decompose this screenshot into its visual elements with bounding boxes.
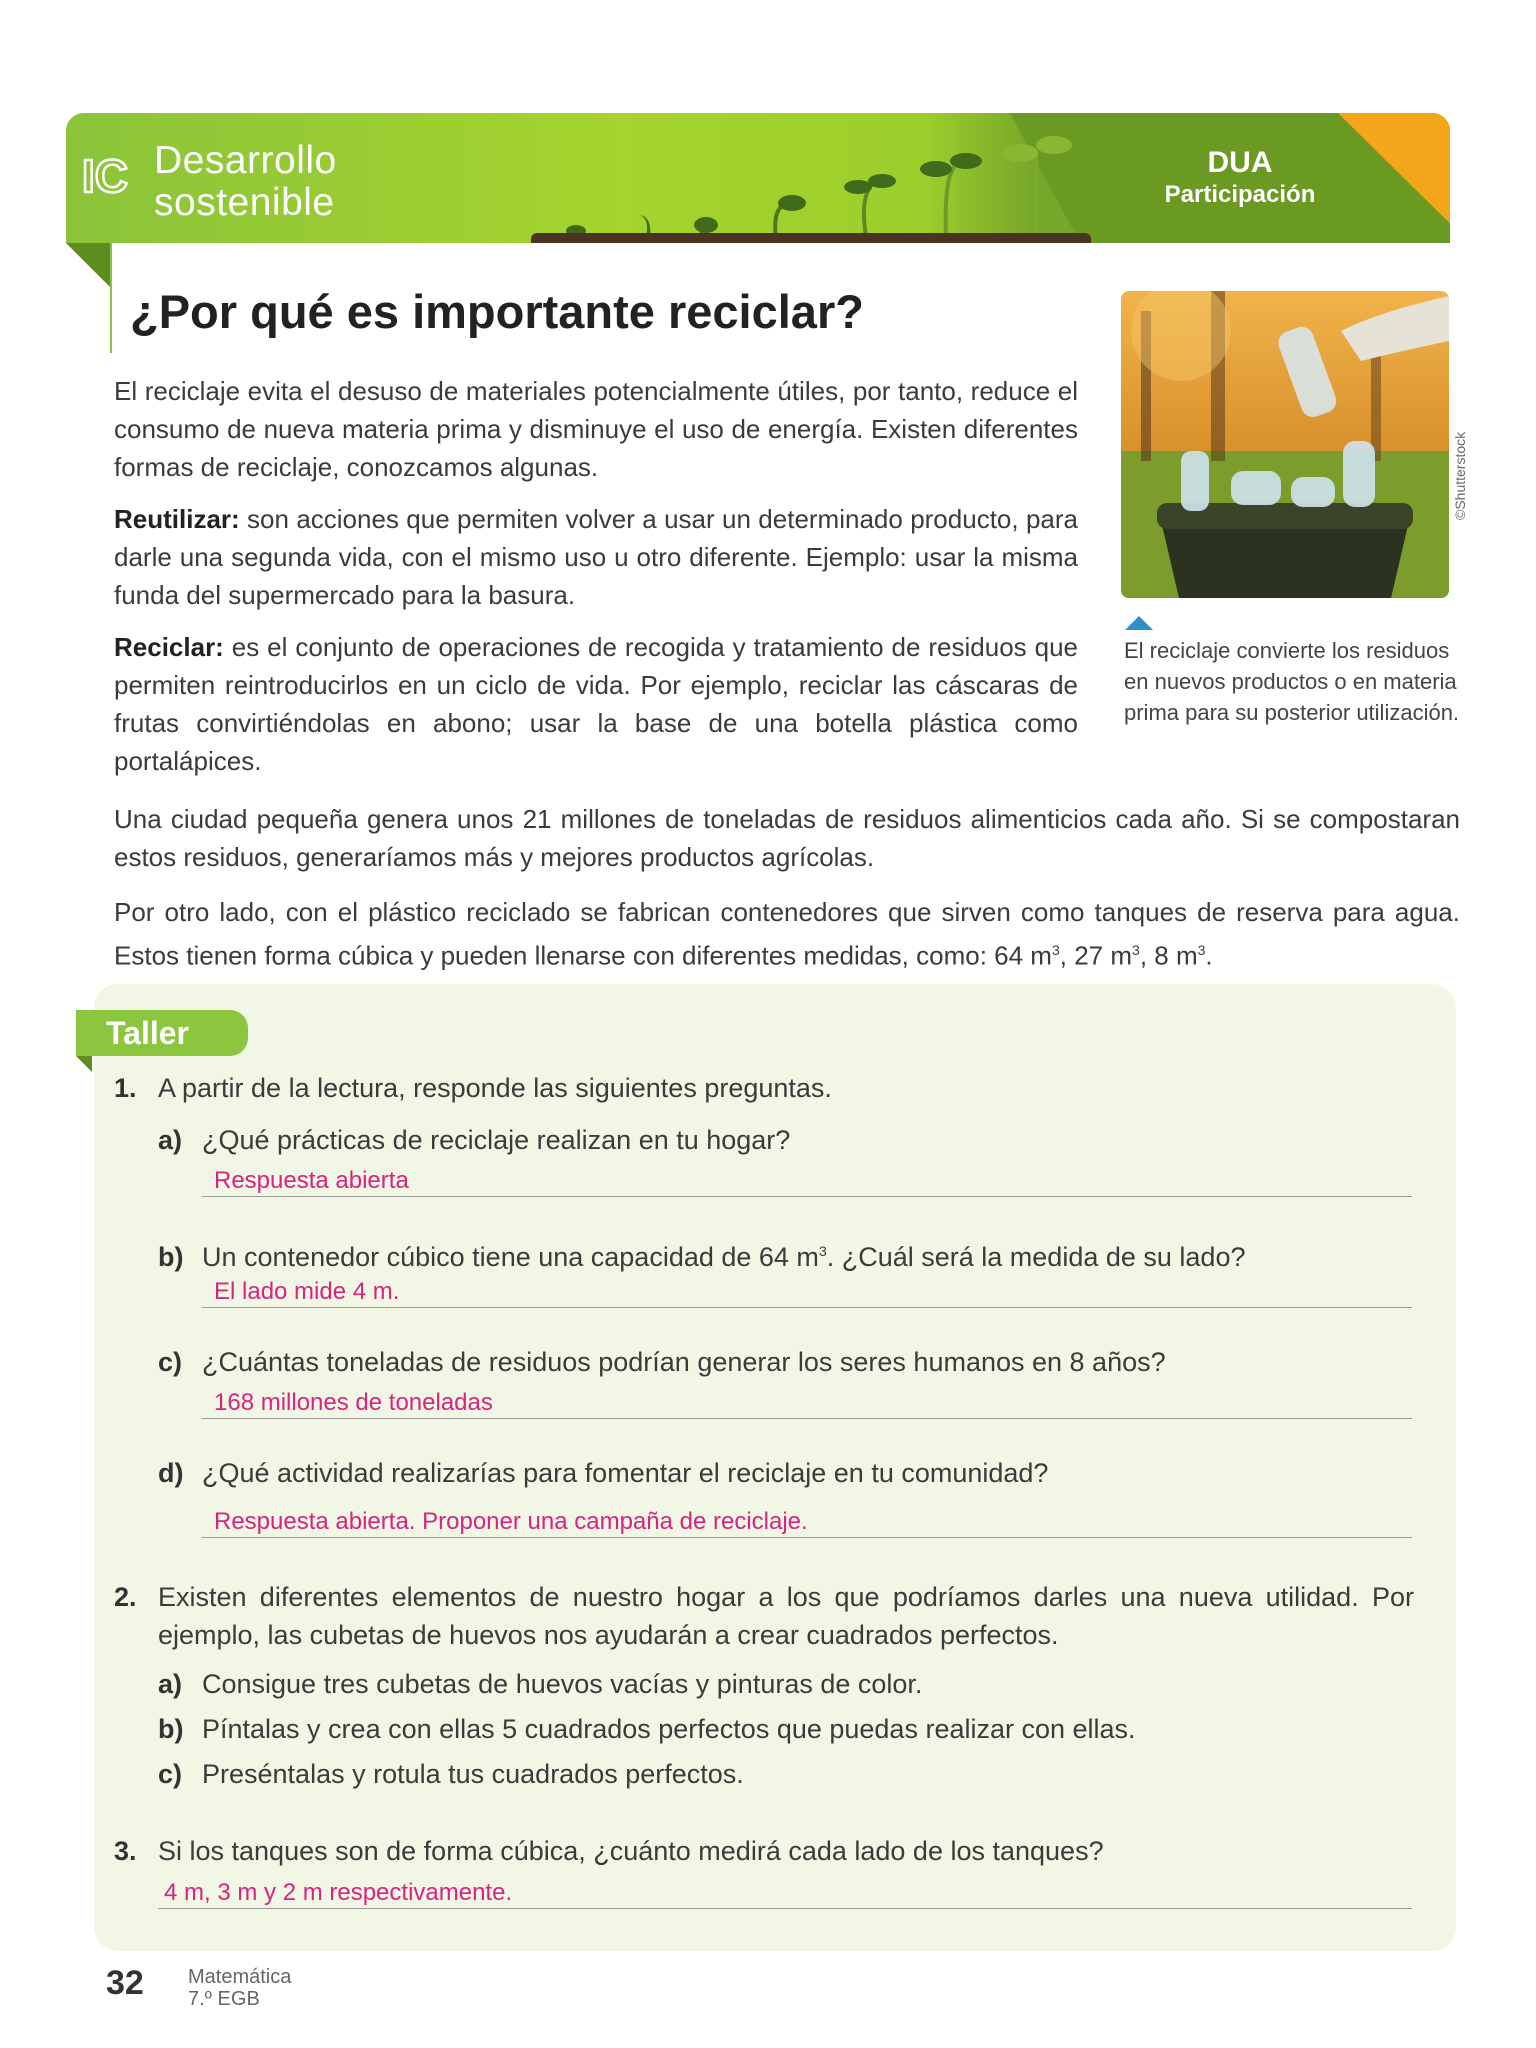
reutilizar-label: Reutilizar: xyxy=(114,504,240,534)
question-1 xyxy=(114,1069,832,1107)
photo-credit: ©Shutterstock xyxy=(1452,431,1468,520)
taller-tab: Taller xyxy=(76,1010,248,1056)
dua-badge xyxy=(1120,146,1360,210)
reciclar-paragraph xyxy=(114,628,1078,780)
question-text: Existen diferentes elementos de nuestro hogar a los que podríamos darles una nueva utilidad. Por ejemplo, las cubetas de huevos nos ayudarán a crear cuadrados perfectos. xyxy=(158,1582,1414,1650)
caption-pointer-icon xyxy=(1125,616,1153,630)
item-letter: c) xyxy=(158,1759,183,1789)
question-1d xyxy=(158,1454,1048,1492)
svg-text:IC: IC xyxy=(82,150,128,202)
question-2 xyxy=(114,1578,1414,1654)
item-letter: b) xyxy=(158,1242,184,1272)
volume-1: 64 m xyxy=(994,940,1052,971)
reutilizar-text: son acciones que permiten volver a usar un determinado producto, para darle una segunda vida, con el mismo uso u otro diferente. Ejemplo: usar la misma funda del supermercado para la basura. xyxy=(114,504,1078,610)
period: . xyxy=(1205,940,1213,971)
city-paragraph: Una ciudad pequeña genera unos 21 millones de toneladas de residuos alimenticios cada año. Si se compostaran estos residuos, generaríamos más y mejores productos agrícolas. xyxy=(114,804,1460,872)
banner-title-line2: sostenible xyxy=(154,181,335,224)
subject-name: Matemática xyxy=(188,1966,292,1988)
taller-tab-fold xyxy=(76,1056,92,1072)
question-1a xyxy=(158,1121,790,1159)
plastic-text: Por otro lado, con el plástico reciclado se fabrican contenedores que sirven como tanques de reserva para agua. Estos tienen forma cúbica y pueden llenarse con diferentes medidas, como: xyxy=(114,897,1460,971)
title-accent-line xyxy=(110,243,112,353)
item-text: Preséntalas y rotula tus cuadrados perfectos. xyxy=(202,1759,744,1789)
recycling-photo xyxy=(1121,291,1449,598)
banner-fold xyxy=(66,243,112,289)
footer-subject xyxy=(188,1966,291,2010)
banner-title xyxy=(154,140,337,224)
plastic-paragraph xyxy=(114,893,1460,975)
question-text: A partir de la lectura, responde las siguientes preguntas. xyxy=(158,1073,832,1103)
ic-logo-icon xyxy=(80,144,142,206)
reciclar-label: Reciclar: xyxy=(114,632,224,662)
separator: , xyxy=(1139,940,1155,971)
answer-line xyxy=(202,1418,1412,1419)
question-2b xyxy=(158,1710,1136,1748)
answer-line xyxy=(202,1196,1412,1197)
item-letter: c) xyxy=(158,1347,183,1377)
dua-subtitle: Participación xyxy=(1164,181,1316,208)
answer-1d[interactable]: Respuesta abierta. Proponer una campaña de reciclaje. xyxy=(214,1508,808,1535)
question-2a xyxy=(158,1665,922,1703)
reciclar-text: es el conjunto de operaciones de recogida y tratamiento de residuos que permiten reintroducirlos en un ciclo de vida. Por ejemplo, reciclar las cáscaras de frutas convirtiéndolas en abono; usar la base de una botella plástica como portalápices. xyxy=(114,632,1078,776)
item-text: Un contenedor cúbico tiene una capacidad de 64 m xyxy=(202,1242,819,1272)
page-number: 32 xyxy=(106,1964,144,2002)
question-text: Si los tanques son de forma cúbica, ¿cuánto medirá cada lado de los tanques? xyxy=(158,1836,1104,1866)
answer-1b[interactable]: El lado mide 4 m. xyxy=(214,1278,400,1305)
item-letter: d) xyxy=(158,1458,184,1488)
question-number: 1. xyxy=(114,1073,137,1103)
item-text: ¿Cuántas toneladas de residuos podrían generar los seres humanos en 8 años? xyxy=(202,1347,1166,1377)
reutilizar-paragraph xyxy=(114,500,1078,614)
sprouts-illustration xyxy=(536,125,1116,243)
photo-caption: El reciclaje convierte los residuos en nuevos productos o en materia prima para su posterior utilización. xyxy=(1124,638,1460,725)
separator: , xyxy=(1059,940,1075,971)
page-title: ¿Por qué es importante reciclar? xyxy=(130,285,864,338)
question-number: 2. xyxy=(114,1582,137,1612)
item-letter: b) xyxy=(158,1714,184,1744)
answer-1c[interactable]: 168 millones de toneladas xyxy=(214,1389,493,1416)
volume-1-exp: 3 xyxy=(1051,942,1060,958)
question-2c xyxy=(158,1755,744,1793)
dua-title: DUA xyxy=(1207,146,1273,179)
item-text: Píntalas y crea con ellas 5 cuadrados perfectos que puedas realizar con ellas. xyxy=(202,1714,1136,1744)
volume-2: 27 m xyxy=(1074,940,1133,971)
item-exp: 3 xyxy=(818,1243,827,1259)
answer-1a[interactable]: Respuesta abierta xyxy=(214,1167,409,1194)
item-letter: a) xyxy=(158,1125,183,1155)
answer-line xyxy=(158,1908,1412,1909)
item-letter: a) xyxy=(158,1669,183,1699)
answer-line xyxy=(202,1307,1412,1308)
item-text-post: . ¿Cuál será la medida de su lado? xyxy=(826,1242,1246,1272)
item-text: ¿Qué actividad realizarías para fomentar el reciclaje en tu comunidad? xyxy=(202,1458,1049,1488)
banner-title-line1: Desarrollo xyxy=(154,139,337,182)
answer-line xyxy=(202,1537,1412,1538)
item-text: ¿Qué prácticas de reciclaje realizan en tu hogar? xyxy=(202,1125,791,1155)
item-text: Consigue tres cubetas de huevos vacías y pinturas de color. xyxy=(202,1669,923,1699)
intro-paragraph: El reciclaje evita el desuso de materiales potencialmente útiles, por tanto, reduce el consumo de nueva materia prima y disminuye el uso de energía. Existen diferentes formas de reciclaje, conozcamos algunas. xyxy=(114,376,1078,482)
grade-name: 7.º EGB xyxy=(188,1988,260,2010)
volume-2-exp: 3 xyxy=(1132,942,1140,958)
soil-strip xyxy=(531,233,1091,243)
volume-3: 8 m xyxy=(1154,940,1198,971)
question-1b xyxy=(158,1232,1245,1276)
answer-3[interactable]: 4 m, 3 m y 2 m respectivamente. xyxy=(164,1879,513,1906)
question-1c xyxy=(158,1343,1166,1381)
volume-3-exp: 3 xyxy=(1197,942,1206,958)
question-number: 3. xyxy=(114,1836,137,1866)
question-3 xyxy=(114,1832,1104,1870)
